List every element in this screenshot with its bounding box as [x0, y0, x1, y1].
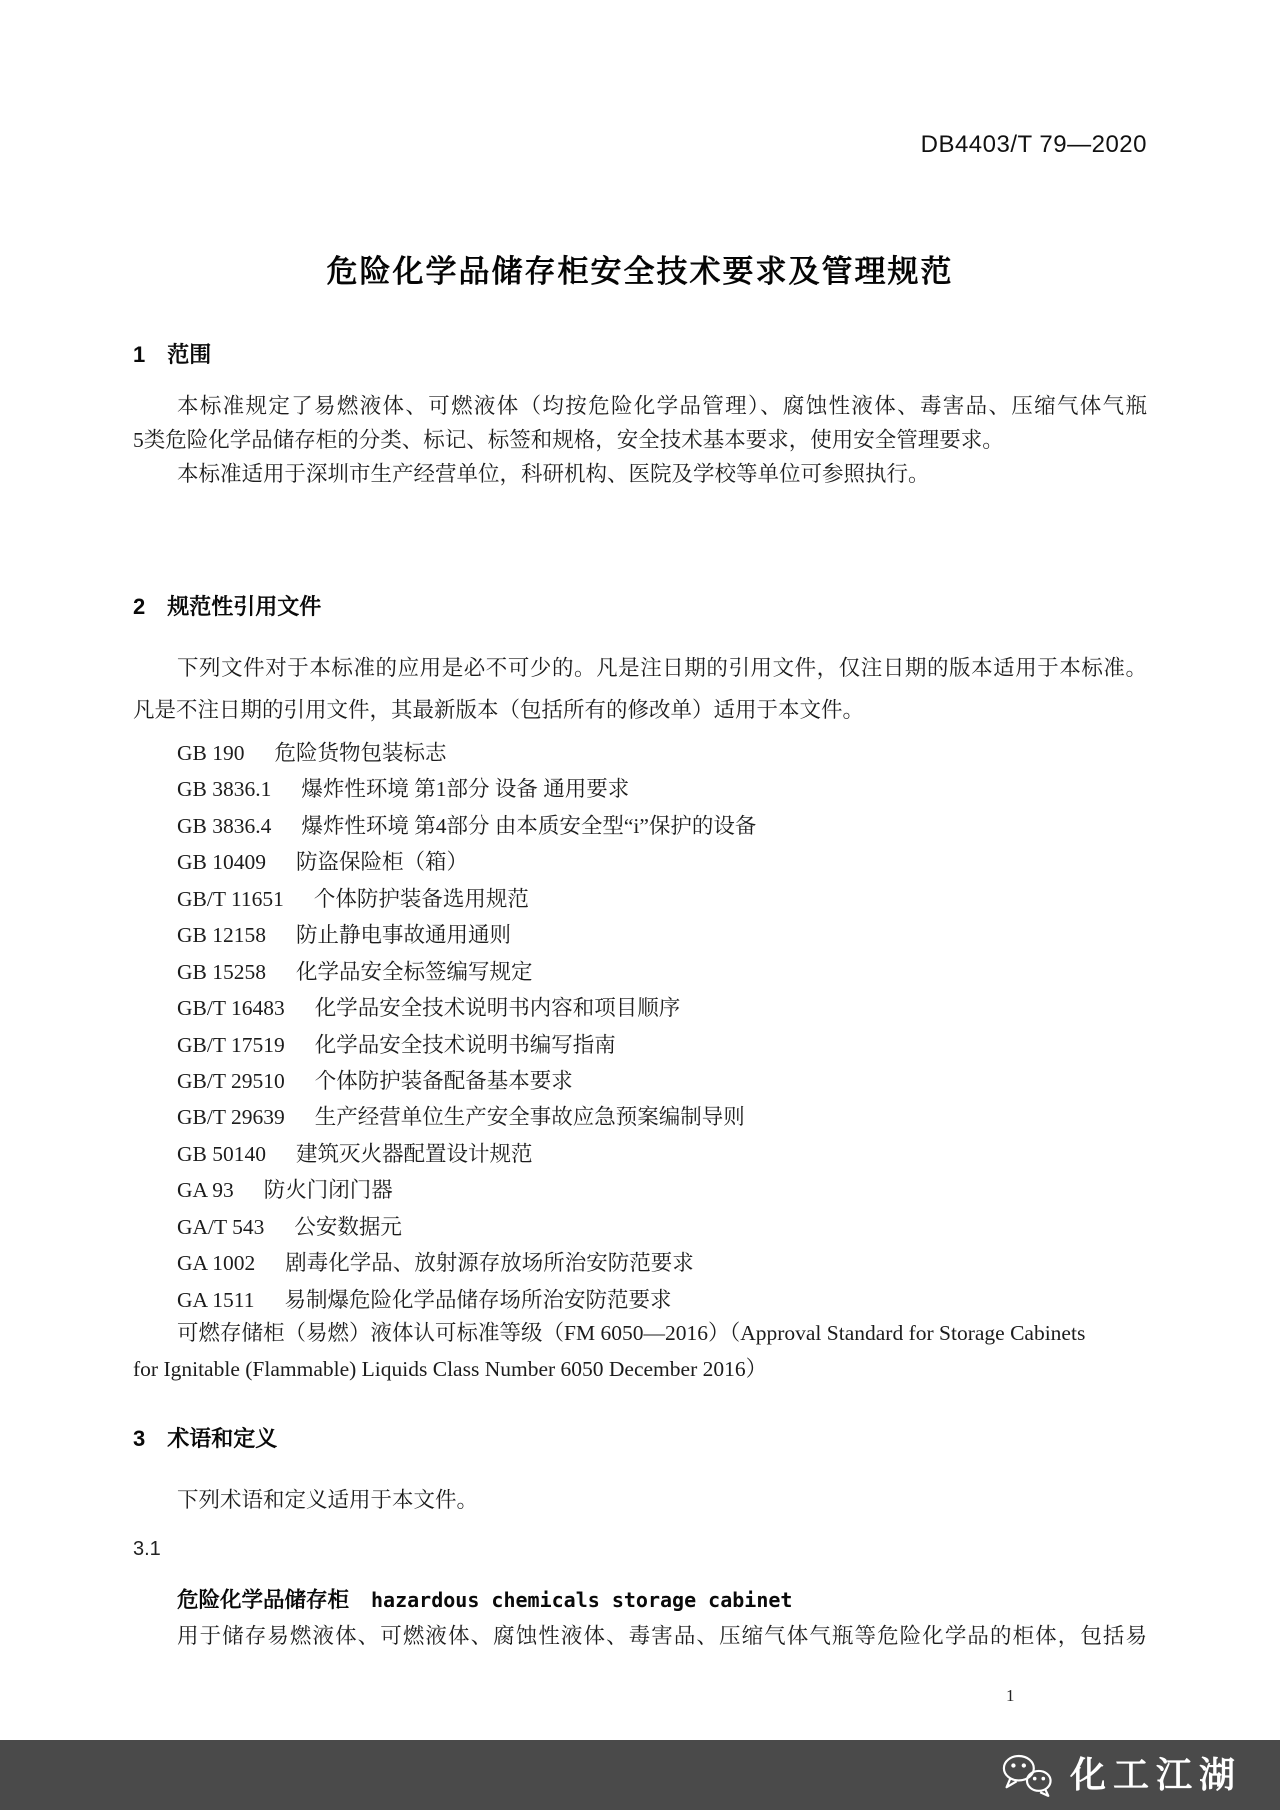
reference-item: [177, 844, 756, 880]
reference-code: GB/T 29639: [177, 1105, 285, 1130]
reference-code: GA/T 543: [177, 1214, 265, 1239]
reference-item: [177, 1063, 756, 1099]
reference-code: GB 10409: [177, 850, 266, 875]
section-2-intro-line: 下列文件对于本标准的应用是必不可少的。凡是注日期的引用文件，仅注日期的版本适用于本标准。: [177, 656, 1147, 680]
section-2-label: 规范性引用文件: [167, 594, 322, 619]
section-3-intro: 下列术语和定义适用于本文件。: [177, 1488, 479, 1512]
fm-reference-line: for Ignitable (Flammable) Liquids Class Number 6050 December 2016）: [133, 1357, 768, 1381]
reference-title: 危险货物包装标志: [274, 741, 447, 765]
reference-code: GB/T 16483: [177, 996, 285, 1021]
reference-item: [177, 1282, 756, 1318]
reference-item: [177, 1172, 756, 1208]
reference-title: 防盗保险柜（箱）: [296, 850, 469, 875]
reference-code: GB 12158: [177, 923, 266, 948]
reference-item: [177, 881, 756, 917]
reference-item: [177, 1245, 756, 1281]
term-number: 3.1: [133, 1538, 161, 1560]
brand-name: 化工江湖: [1069, 1754, 1242, 1795]
term-name-english: hazardous chemicals storage cabinet: [371, 1588, 793, 1612]
reference-title: 生产经营单位生产安全事故应急预案编制导则: [314, 1105, 745, 1130]
reference-title: 防火门闭门器: [263, 1178, 393, 1203]
reference-code: GB/T 11651: [177, 886, 284, 911]
reference-code: GA 93: [177, 1178, 234, 1203]
reference-item: [177, 808, 756, 844]
section-3-label: 术语和定义: [167, 1426, 278, 1451]
standard-number: DB4403/T 79—2020: [920, 131, 1147, 158]
reference-title: 个体防护装备配备基本要求: [314, 1068, 573, 1093]
reference-title: 剧毒化学品、放射源存放场所治安防范要求: [285, 1251, 694, 1276]
section-1-heading: [133, 338, 211, 369]
section-3-number: 3: [133, 1426, 146, 1451]
brand-row: [998, 1751, 1242, 1799]
fm-reference-line: 可燃存储柜（易燃）液体认可标准等级（FM 6050—2016）（Approval Standard for Storage Cabinets: [177, 1321, 1086, 1345]
reference-item: [177, 1209, 756, 1245]
reference-item: [177, 954, 756, 990]
section-3-heading: [133, 1422, 277, 1453]
reference-code: GB 3836.4: [177, 813, 272, 838]
reference-title: 化学品安全技术说明书内容和项目顺序: [314, 996, 681, 1021]
page-number: 1: [1006, 1686, 1015, 1705]
reference-title: 防止静电事故通用通则: [296, 923, 512, 948]
section-1-paragraph-line: 本标准适用于深圳市生产经营单位，科研机构、医院及学校等单位可参照执行。: [177, 462, 930, 486]
section-2-number: 2: [133, 594, 146, 619]
reference-code: GB 3836.1: [177, 777, 272, 802]
reference-item: [177, 1136, 756, 1172]
reference-code: GB/T 29510: [177, 1068, 285, 1093]
reference-list: [177, 735, 756, 1318]
term-heading: [177, 1583, 792, 1614]
reference-title: 个体防护装备选用规范: [313, 886, 529, 911]
reference-code: GA 1511: [177, 1287, 255, 1312]
reference-item: [177, 1027, 756, 1063]
footer-band: [0, 1740, 1280, 1810]
reference-item: [177, 1099, 756, 1135]
reference-title: 建筑灭火器配置设计规范: [296, 1141, 533, 1166]
section-2-heading: [133, 590, 321, 621]
wechat-icon: [998, 1751, 1056, 1799]
reference-title: 化学品安全技术说明书编写指南: [314, 1032, 616, 1057]
reference-title: 易制爆危险化学品储存场所治安防范要求: [284, 1287, 672, 1312]
reference-title: 爆炸性环境 第1部分 设备 通用要求: [301, 777, 630, 802]
term-definition-line: 用于储存易燃液体、可燃液体、腐蚀性液体、毒害品、压缩气体气瓶等危险化学品的柜体，包括易: [177, 1624, 1147, 1648]
reference-code: GB 15258: [177, 959, 266, 984]
section-1-paragraph-line: 5类危险化学品储存柜的分类、标记、标签和规格，安全技术基本要求，使用安全管理要求。: [133, 428, 1004, 452]
reference-code: GB 190: [177, 741, 245, 765]
section-1-paragraph-line: 本标准规定了易燃液体、可燃液体（均按危险化学品管理）、腐蚀性液体、毒害品、压缩气体气瓶: [177, 394, 1147, 418]
section-1-label: 范围: [167, 342, 212, 367]
document-title: 危险化学品储存柜安全技术要求及管理规范: [326, 254, 954, 289]
reference-item: [177, 990, 756, 1026]
reference-item: [177, 735, 756, 771]
reference-code: GB/T 17519: [177, 1032, 285, 1057]
reference-code: GA 1002: [177, 1251, 256, 1276]
term-name-chinese: 危险化学品储存柜: [177, 1588, 350, 1612]
reference-item: [177, 917, 756, 953]
reference-title: 公安数据元: [294, 1214, 402, 1239]
reference-title: 爆炸性环境 第4部分 由本质安全型“i”保护的设备: [301, 813, 757, 838]
section-2-intro-line: 凡是不注日期的引用文件，其最新版本（包括所有的修改单）适用于本文件。: [133, 698, 865, 722]
reference-title: 化学品安全标签编写规定: [296, 959, 533, 984]
section-1-number: 1: [133, 342, 146, 367]
reference-item: [177, 771, 756, 807]
reference-code: GB 50140: [177, 1141, 266, 1166]
